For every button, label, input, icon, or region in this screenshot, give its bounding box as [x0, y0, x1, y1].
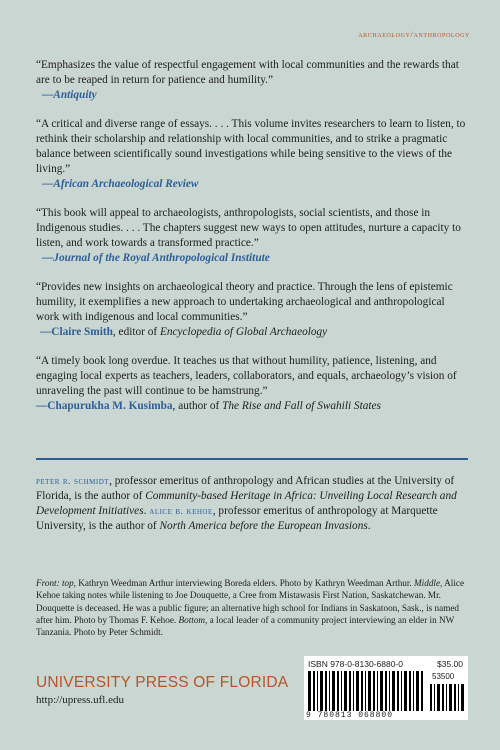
addon-code: 53500	[432, 672, 455, 681]
publisher-name: UNIVERSITY PRESS OF FLORIDA	[36, 674, 289, 691]
addon-barcode-bars	[430, 684, 464, 711]
attribution-name: —Claire Smith	[40, 326, 113, 338]
quote-attribution	[36, 399, 468, 414]
quote-text: “This book will appeal to archaeologists, anthropologists, social scientists, and those in Indigenous studies. . . . The chapters suggest new ways to open attitudes, nurture a capacity to listen, and work towards a transformed practice.”	[36, 207, 461, 249]
quote-text: “A timely book long overdue. It teaches us that without humility, patience, listening, and engaging local experts as teachers, leaders, collaborators, and equals, archaeology’s vision of unraveling the past will continue to be hamstrung.”	[36, 355, 457, 397]
quote-attribution: —Journal of the Royal Anthropological Institute	[42, 252, 270, 264]
book-title: North America before the European Invasions	[159, 520, 368, 532]
author-name: peter r. schmidt	[36, 476, 110, 487]
endorsement-quote	[36, 58, 468, 103]
quote-text: “Provides new insights on archaeological theory and practice. Through the lens of epistemic humility, it exemplifies a new approach to undertaking archaeological and anthropological work with indigenous and local communities.”	[36, 281, 453, 323]
ean-digits: 9 780813 068800	[306, 711, 394, 720]
attribution-role: , author of	[172, 400, 223, 412]
endorsement-quote	[36, 206, 468, 266]
endorsement-quote	[36, 354, 468, 414]
quote-attribution	[36, 325, 468, 340]
price-text: $35.00	[437, 659, 463, 669]
author-name: alice b. kehoe	[149, 506, 213, 517]
credit-label: Front: top,	[36, 578, 76, 588]
attribution-book-title: The Rise and Fall of Swahili States	[222, 400, 381, 412]
attribution-name: —Chapurukha M. Kusimba	[36, 400, 173, 412]
book-title: Community-based Heritage in Africa: Unveiling Local Research and Development Initiatives	[36, 490, 457, 517]
bio-text: , professor emeritus of anthropology at Marquette University, is the author of	[36, 505, 438, 532]
publisher-url: http://upress.ufl.edu	[36, 694, 124, 706]
barcode	[304, 656, 468, 720]
quote-attribution: —African Archaeological Review	[42, 178, 199, 190]
photo-credits	[36, 577, 468, 638]
bio-text: , professor emeritus of anthropology and African studies at the University of Florida, is the author of	[36, 475, 455, 502]
bio-text: .	[367, 520, 371, 532]
credit-text: Alice Kehoe taking notes while listening to Joe Douquette, a Cree from Mistawasis First Nation, Saskatchewan. Mr. Douquette is deceased. He was a public figure; an alternative high school for Indians in Saskatoon, Sask., is named after him. Photo by Thomas F. Kehoe.	[36, 578, 465, 625]
divider-rule	[36, 458, 468, 460]
credit-label: Middle,	[414, 578, 443, 588]
endorsement-quote	[36, 117, 468, 192]
credit-text: a local leader of a community project interviewing an elder in NW Tanzania. Photo by Peter Schmidt.	[36, 614, 455, 638]
credit-label: Bottom,	[178, 614, 208, 625]
isbn-text: ISBN 978-0-8130-6880-0	[308, 659, 403, 669]
quote-text: “Emphasizes the value of respectful engagement with local communities and the rewards that are to be reaped in return for patience and humility.”	[36, 59, 459, 86]
quote-attribution: —Antiquity	[42, 89, 97, 101]
author-bios	[36, 474, 468, 534]
attribution-book-title: Encyclopedia of Global Archaeology	[159, 326, 328, 338]
endorsements	[36, 58, 468, 428]
endorsement-quote	[36, 280, 468, 340]
ean-barcode-bars	[308, 671, 426, 711]
bio-text: .	[143, 505, 150, 517]
attribution-role: , editor of	[112, 326, 160, 338]
credit-text: Kathryn Weedman Arthur interviewing Boreda elders. Photo by Kathryn Weedman Arthur.	[75, 578, 415, 588]
category-label: archaeology/anthropology	[358, 29, 470, 39]
quote-text: “A critical and diverse range of essays. . . . This volume invites researchers to learn to listen, to rethink their scholarship and relationship with local communities, and to strike a pragmatic balance between scientifically sound investigations while being sensitive to the views of the living.”	[36, 118, 466, 175]
